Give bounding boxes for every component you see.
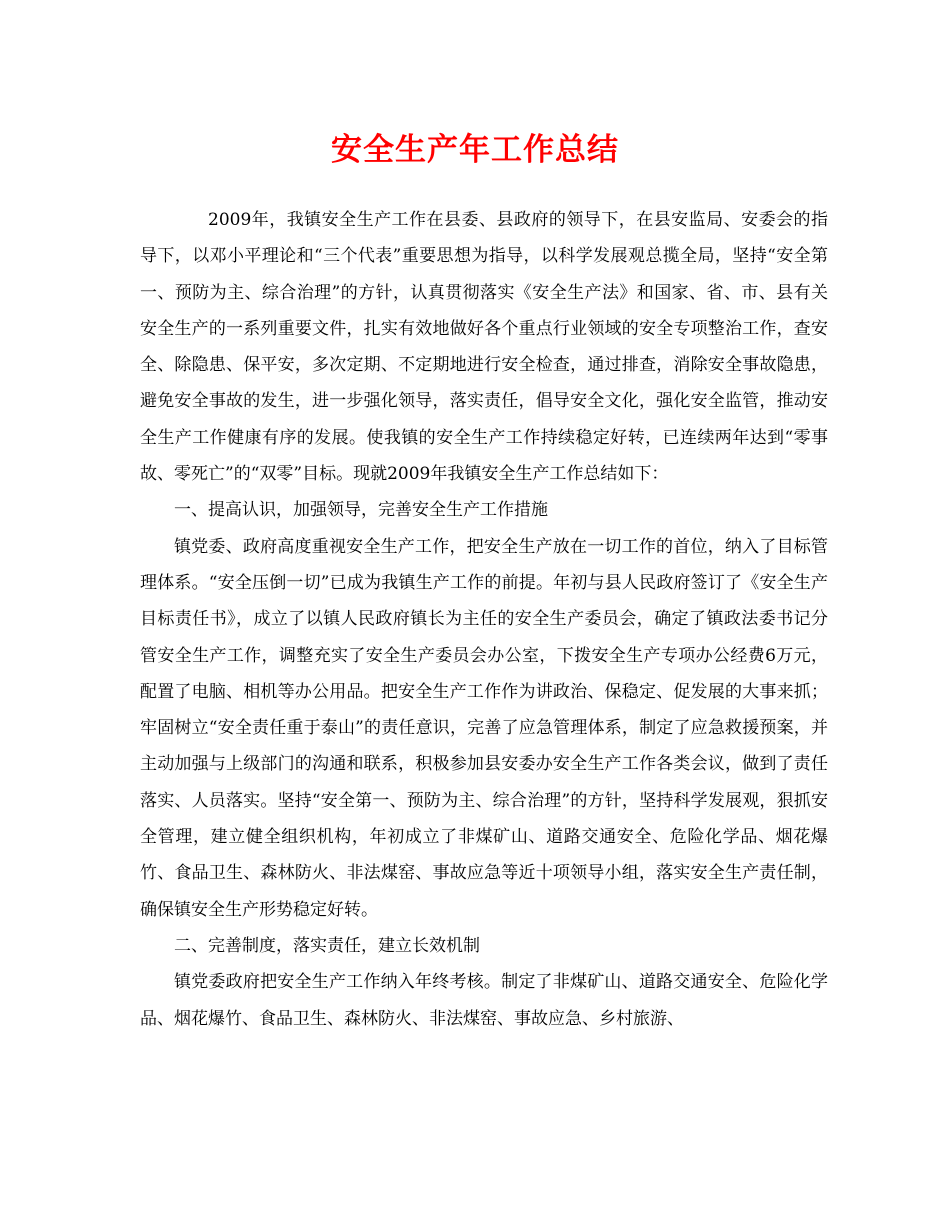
paragraph-section-1: 镇党委、政府高度重视安全生产工作，把安全生产放在一切工作的首位，纳入了目标管理体系。“安全压倒一切”已成为我镇生产工作的前提。年初与县人民政府签订了《安全生产目标责任书》，成立了以镇人民政府镇长为主任的安全生产委员会，确定了镇政法委书记分管安全生产工作，调整充实了安全生产委员会办公室，下拨安全生产专项办公经费6万元，配置了电脑、相机等办公用品。把安全生产工作作为讲政治、保稳定、促发展的大事来抓；牢固树立“安全责任重于泰山”的责任意识，完善了应急管理体系，制定了应急救援预案，并主动加强与上级部门的沟通和联系，积极参加县安委办安全生产工作各类会议，做到了责任落实、人员落实。坚持“安全第一、预防为主、综合治理”的方针，坚持科学发展观，狠抓安全管理，建立健全组织机构，年初成立了非煤矿山、道路交通安全、危险化学品、烟花爆竹、食品卫生、森林防火、非法煤窑、事故应急等近十项领导小组，落实安全生产责任制，确保镇安全生产形势稳定好转。: [140, 536, 828, 920]
section-heading-1: 一、提高认识，加强领导，完善安全生产工作措施: [174, 500, 548, 521]
section-heading-2: 二、完善制度，落实责任，建立长效机制: [174, 935, 480, 956]
paragraph-intro: 2009年，我镇安全生产工作在县委、县政府的领导下，在县安监局、安委会的指导下，以邓小平理论和“三个代表”重要思想为指导，以科学发展观总揽全局，坚持“安全第一、预防为主、综合治理”的方针，认真贯彻落实《安全生产法》和国家、省、市、县有关安全生产的一系列重要文件，扎实有效地做好各个重点行业领域的安全专项整治工作，查安全、除隐患、保平安，多次定期、不定期地进行安全检查，通过排查，消除安全事故隐患，避免安全事故的发生，进一步强化领导，落实责任，倡导安全文化，强化安全监管，推动安全生产工作健康有序的发展。使我镇的安全生产工作持续稳定好转，已连续两年达到“零事故、零死亡”的“双零”目标。现就2009年我镇安全生产工作总结如下：: [140, 210, 828, 485]
document-title: 安全生产年工作总结: [331, 132, 619, 168]
document-body: [140, 202, 828, 1037]
paragraph-section-2: 镇党委政府把安全生产工作纳入年终考核。制定了非煤矿山、道路交通安全、危险化学品、烟花爆竹、食品卫生、森林防火、非法煤窑、事故应急、乡村旅游、: [140, 972, 828, 1029]
